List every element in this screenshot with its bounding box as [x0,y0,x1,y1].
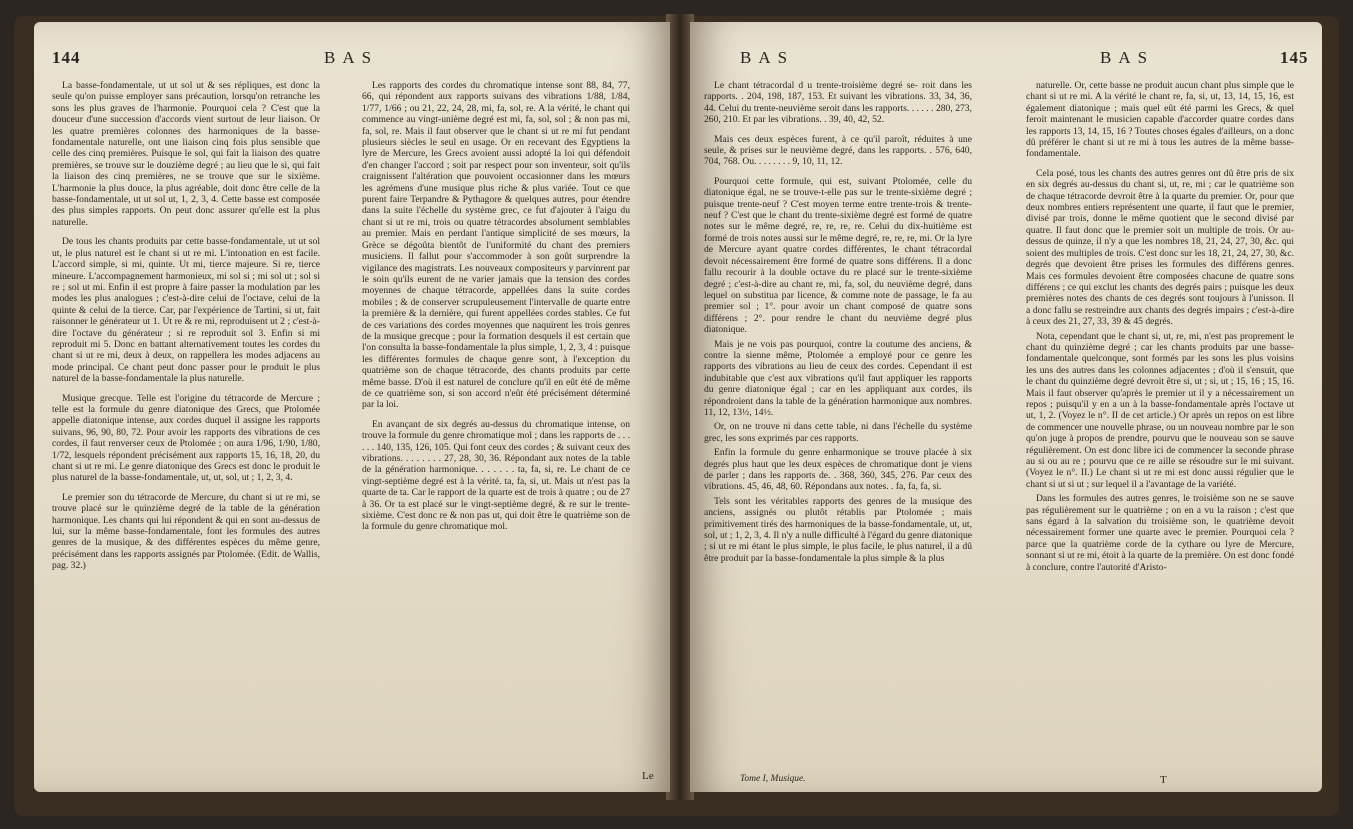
signature-mark: Tome I, Musique. [740,774,806,784]
paragraph: Le premier son du tétracorde de Mercure, du chant si ut re mi, se trouve placé sur le quinzième degré de la table de la génération harmonique. Les chants qui lui répondent & qui en sont au-dessus de lui, sur la même basse-fondamentale, font les formules des autres genres de la musique, & des différentes espèces du même genre, précisément dans les rapports assignés par Ptolomée. (Edit. de Wallis, pag. 32.) [52,491,320,572]
paragraph: Mais ces deux espèces furent, à ce qu'il paroît, réduites à une seule, & prises sur le neuvième degré, dans les rapports. . 576, 640, 704, 768. Ou. . . . . . . . 9, 10, 11, 12. [704,133,972,168]
paragraph: De tous les chants produits par cette basse-fondamentale, ut ut sol ut, le plus naturel est le chant si ut re mi. L'intonation en est facile. L'accord simple, si mi, quinte. Ut mi, tierce majeure. Si re, tierce mineure. L'accompagnement harmonieux, mi sol si ; mi sol ut ; sol si re ; sol ut mi. Enfin il est propre à faire passer la modulation par les modes les plus analogues ; c'est-à-dire celui de l'octave, celui de la quinte & celui de la tierce. Car, par l'expérience de Tartini, si ut, fait raisonner le générateur ut 1. Ut re & re mi, reproduisent ut 2 ; c'est-à-dire l'octave du générateur ; si re reproduit sol 3. Enfin si mi reproduit mi 5. Donc en battant alternativement toutes les cordes du chant si ut re mi, deux à deux, on rappellera les modes adjacens au mode principal. Ce chant peut donc passer pour le produit le plus naturel de la basse-fondamentale la plus naturelle. [52,236,320,385]
left-page [34,22,670,792]
paragraph: Cela posé, tous les chants des autres genres ont dû être pris de six en six degrés au-dessus du chant si, ut, re, mi ; car le quatrième son de chaque tétracorde devroit être à la quarte du premier. Or, pour que deux nombres entiers représentent une quarte, il faut que le premier, divisé par trois, donne le même quotient que le second divisé par quatre. Il faut donc que le premier soit un multiple de trois. Or au-dessus de quinze, il n'y a que les nombres 18, 21, 24, 27, 30, &c. qui soient des multiples de trois. C'est donc sur les 18, 21, 24, 27, 30, &c. degrés que devoient être prises les formules des différens genres. Mais ces formules devoient être composées chacune de quatre sons différens ; ce qui exclut les chants des degrés pairs ; puisque les deux premières notes des chants de ces degrés sont toujours à l'unisson. Il a donc fallu se restreindre aux chants des degrés impairs ; c'est-à-dire à ceux des 21, 27, 33, 39 & 45 degrés. [1026,167,1294,328]
left-page-header [34,48,670,70]
paragraph: Or, on ne trouve ni dans cette table, ni dans l'échelle du système grec, les sons exprimés par ces rapports. [704,421,972,444]
paragraph: Le chant tétracordal d u trente-troisième degré se- roit dans les rapports. . 204, 198, 187, 153. Et suivant les vibrations. 33, 34, 36, 44. Celui du trente-neuvième seroit dans les rapports. . . . . . 280, 273, 260, 210. Et par les vibrations. . 39, 40, 42, 52. [704,80,972,126]
right-running-title-1: BAS [740,48,795,67]
right-page-header [690,48,1322,70]
paragraph: Les rapports des cordes du chromatique intense sont 88, 84, 77, 66, qui répondent aux rapports suivans des vibrations 1/88, 1/84, 1/77, 1/66 ; ou 21, 22, 24, 28, mi, fa, sol, re. A la vérité, le chant qui commence au vingt-unième degré est mi, fa, sol, sol ; & non pas mi, fa, sol, re. Mais il faut observer que le chant si ut re mi fut pendant plusieurs siècles le seul en usage. Or en recevant des Egyptiens la lyre de Mercure, les Grecs avoient aussi adopté la loi qui défendoit d'en changer l'accord ; soit par respect pour son inventeur, soit qu'ils craignissent l'altération que pouvoient occasionner dans les mœurs les agrémens d'une musique plus riche & plus variée. Tout ce que purent faire Terpandre & Pythagore & quelques autres, pour étendre dans la suite l'échelle du système grec, ce fut d'ajouter à l'aigu du chant si ut re mi, trois ou quatre tétracordes absolument semblables au premier. Mais en perdant l'antique simplicité de ses mœurs, la Grèce se dégoûta bientôt de l'uniformité du chant des premiers musiciens. Il fallut pour s'accommoder à son goût surprendre la vigilance des magistrats. Les nouveaux compositeurs y parvinrent par le soin qu'ils eurent de ne varier jamais que la tension des cordes moyennes de chaque tétracorde, appellées dans la suite cordes mobiles ; & de conserver scrupuleusement l'intervalle de quarte entre la première & la dernière, qui furent appellées cordes stables. Ce fut de ces variations des cordes moyennes que naquirent les trois genres de la musique grecque ; pour la formation desquels il est certain que l'on consulta la basse-fondamentale la plus simple, 1, 2, 3, 4 : puisque les différentes formules de chaque genre sont, à l'exception du quatrième son de chaque tétracorde, des chants produits par cette même basse. D'où il est naturel de conclure qu'il en eût été de même de ce quatrième son, si son accord n'eût été précisément déterminé par la loi. [362,80,630,411]
left-running-title: BAS [324,48,379,67]
right-page-number: 145 [1280,48,1309,67]
right-catchword: T [1160,774,1167,786]
paragraph: Tels sont les véritables rapports des genres de la musique des anciens, assignés ou plutôt rétablis par Ptolomée ; mais primitivement tirés des harmoniques de la basse-fondamentale, ut, ut, sol, ut ; 1, 2, 3, 4. Il n'y a nulle difficulté à l'égard du genre diatonique ; si ut re mi étant le plus simple, le plus facile, le plus naturel, il a dû être produit par la basse-fondamentale la plus simple & la plus [704,495,972,564]
paragraph: naturelle. Or, cette basse ne produit aucun chant plus simple que le chant si ut re mi. A la vérité le chant re, fa, si, ut, 13, 14, 15, 16, est également diatonique ; mais quel eût été parmi les Grecs, & quel feroit maintenant le musicien capable d'accorder quatre cordes dans les rapports 13, 14, 15, 16 ? Toutes choses égales d'ailleurs, on a donc dû préférer le chant si ut re mi à tous les autres de la même basse-fondamentale. [1026,80,1294,160]
right-page [690,22,1322,792]
left-column-2 [362,80,630,780]
paragraph: Nota, cependant que le chant si, ut, re, mi, n'est pas proprement le chant du quinzième degré ; car les chants produits par une basse-fondamentale quelconque, sont formés par les sons les plus voisins les uns des autres dans les colonnes adjacentes ; d'où il s'ensuit, que le chant du quinzième degré devroit être si, ut ; si, ut ; 15, 16 ; 15, 16. Mais il faut observer qu'après le premier ut il y a nécessairement un repos ; puisqu'il y en a un à la basse-fondamentale après l'octave ut ut, 1, 2. (Voyez le n°. II de cet article.) Or après un repos on est libre de commencer une nouvelle phrase, ou un nouveau nombre par le son qu'on juge à propos de prendre, pourvu que le nouveau son se sauve régulièrement. On est donc libre ici de commencer la seconde phrase au si ou au re ; pourvu que ce re aille se résoudre sur le mi suivant. (Voyez le n°. II.) Le chant si ut re mi est donc aussi régulier que le chant si ut si ut ; sur lequel il a l'avantage de la variété. [1026,330,1294,490]
paragraph: Dans les formules des autres genres, le troisième son ne se sauve pas régulièrement sur le quatrième ; on en a vu la raison ; c'est que sans égard à la salvation du troisième son, le quatrième devoit nécessairement former une quarte avec le premier. Pourquoi cela ? parce que la quatrième corde de la cythare ou lyre de Mercure, sonnant si ut re mi, étoit à la quarte de la première. On est donc fondé à conclure, contre l'autorité d'Aristo- [1026,493,1294,573]
left-catchword: Le [642,770,654,782]
paragraph: Mais je ne vois pas pourquoi, contre la coutume des anciens, & contre la sienne même, Ptolomée a employé pour ce genre les rapports des vibrations au lieu de ceux des cordes. Cependant il est indubitable que c'est aux vibrations qu'il faut appliquer les rapports du genre diatonique égal ; car en les appliquant aux cordes, ils répondroient dans la table de la génération harmonique aux nombres. 11, 12, 13½, 14½. [704,338,972,418]
right-column-1 [704,80,972,780]
right-column-2 [1026,80,1294,780]
paragraph: En avançant de six degrés au-dessus du chromatique intense, on trouve la formule du genre chromatique mol ; dans les rapports de . . . . . . 140, 135, 126, 105. Qui font ceux des cordes ; & suivant ceux des vibrations. . . . . . . . 27, 28, 30, 36. Répondant aux notes de la table de la génération harmonique. . . . . . . ta, fa, si, re. Le chant de ce vingt-septième degré est à la vérité. ta, fa, si, ut. Mais ut n'est pas la quarte de ta. Car le rapport de la quarte est de trois à quatre ; ou de 27 à 36. Or ta est placé sur le vingt-septième degré, & re sur le trente-sixième. C'est donc re & non pas ut, qui doit être le quatrième son de la formule du genre chromatique mol. [362,418,630,533]
paragraph: La basse-fondamentale, ut ut sol ut & ses répliques, est donc la seule qu'on puisse employer sans précaution, lorsqu'on retranche les sons les plus graves de l'harmonie. Pourquoi cela ? C'est que la douceur d'une succession d'accords vient surtout de leur liaison. Or les quatre premières colonnes des harmoniques de la basse-fondamentale naturelle, ont une liaison cinq fois plus sensible que celle des cinq premières. Puisque le sol, qui fait la liaison des quatre premières, se trouve sur le douzième degré ; au lieu que le si, qui fait la liaison des cinq premières, ne se trouve que sur le sixième. L'harmonie la plus douce, la plus agréable, doit donc être celle de la basse-fondamentale, ut ut sol ut, 1, 2, 3, 4. Cette basse est composée des plus simples rapports. On peut donc assurer qu'elle est la plus naturelle. [52,80,320,228]
paragraph: Musique grecque. Telle est l'origine du tétracorde de Mercure ; telle est la formule du genre diatonique des Grecs, que Ptolomée appelle diatonique intense, aux cordes duquel il assigne les rapports suivans, 96, 90, 80, 72. Pour avoir les rapports des vibrations de ces cordes, il faut renverser ceux de Ptolomée ; on aura 1/96, 1/90, 1/80, 1/72, lesquels répondent précisément aux rapports 15, 16, 18, 20, du chant si ut re mi. Le genre diatonique des Grecs est donc le produit le plus naturel de la basse-fondamentale, ut, ut, sol, ut ; 1, 2, 3, 4. [52,392,320,484]
paragraph: Pourquoi cette formule, qui est, suivant Ptolomée, celle du diatonique égal, ne se trouve-t-elle pas sur le trente-sixième degré ; puisque trente-neuf ? C'est moyen terme entre trente-trois & trente-neuf ? C'est que le chant du trente-sixième degré est formé de quatre notes sur le même degré, re, re, re, re. Celui du dix-huitième est formé de trois notes aussi sur le même degré, re, re, re, mi. Or la lyre de Mercure ayant quatre cordes différentes, le chant tétracordal devoit nécessairement être formé de quatre sons différens. Il a donc fallu recourir à la double octave du re placé sur le trente-sixième degré ; c'est-à-dire au chant re, mi, fa, sol, du neuvième degré, dans lequel on substitua par licence, & comme note de passage, le fa au premier sol ; 1°. pour avoir un chant composé de quatre sons différens ; 2°. pour rendre le chant du neuvième degré plus diatonique. [704,175,972,336]
paragraph: Enfin la formule du genre enharmonique se trouve placée à six degrés plus haut que les deux espèces de chromatique dont je viens de parler ; dans les rapports de. . 368, 360, 345, 276. Par ceux des vibrations. 45, 46, 48, 60. Répondans aux notes. . fa, fa, fa, si. [704,447,972,493]
right-running-title-2: BAS [1100,48,1155,67]
left-page-number: 144 [52,48,81,67]
left-column-1 [52,80,320,780]
